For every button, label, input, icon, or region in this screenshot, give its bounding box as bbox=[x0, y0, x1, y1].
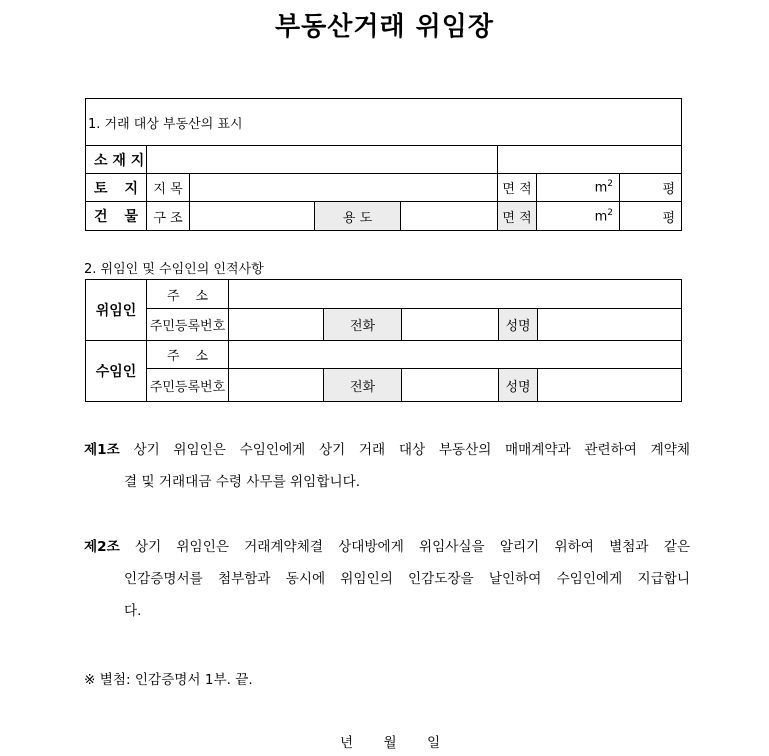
m2-unit-sup: 2 bbox=[607, 207, 613, 218]
location-field[interactable] bbox=[147, 146, 498, 174]
delegate-address-label: 주 소 bbox=[147, 341, 229, 369]
delegator-label: 위임인 bbox=[86, 280, 147, 341]
delegate-phone-label: 전화 bbox=[324, 369, 402, 402]
article-2-line-1: 상기 위임인은 거래계약체결 상대방에게 위임사실을 알리기 위하여 별첨과 같은 bbox=[134, 539, 690, 555]
article-1-line-1: 상기 위임인은 수임인에게 상기 거래 대상 부동산의 매매계약과 관련하여 계약체 bbox=[133, 442, 690, 458]
delegate-id-label: 주민등록번호 bbox=[147, 369, 229, 402]
date-line bbox=[340, 731, 466, 751]
land-label: 토 지 bbox=[86, 174, 147, 202]
article-2-line-3: 다. bbox=[124, 603, 142, 619]
delegate-phone-field[interactable] bbox=[402, 369, 499, 402]
delegate-id-field[interactable] bbox=[229, 369, 324, 402]
m2-unit: m bbox=[594, 209, 608, 225]
article-1 bbox=[84, 434, 690, 498]
article-1-line-2: 결 및 거래대금 수령 사무를 위임합니다. bbox=[124, 474, 361, 490]
m2-unit-sup: 2 bbox=[607, 179, 613, 190]
attachment-note: ※ 별첨: 인감증명서 1부. 끝. bbox=[84, 672, 253, 688]
building-area-pyeong-field[interactable]: 평 bbox=[620, 202, 682, 231]
building-use-field[interactable] bbox=[401, 202, 498, 231]
date-month: 월 bbox=[383, 735, 397, 751]
article-2-label: 제2조 bbox=[84, 539, 120, 555]
delegator-address-field[interactable] bbox=[229, 280, 682, 309]
section2-heading: 2. 위임인 및 수임인의 인적사항 bbox=[84, 262, 264, 277]
land-category-label: 지 목 bbox=[147, 174, 190, 202]
delegate-label: 수임인 bbox=[86, 341, 147, 402]
delegate-address-field[interactable] bbox=[229, 341, 682, 369]
date-year: 년 bbox=[340, 735, 354, 751]
location-extra-field[interactable] bbox=[498, 146, 682, 174]
land-area-label: 면 적 bbox=[498, 174, 537, 202]
land-area-pyeong-field[interactable]: 평 bbox=[620, 174, 682, 202]
delegator-phone-label: 전화 bbox=[324, 309, 402, 341]
building-structure-label: 구 조 bbox=[147, 202, 190, 231]
building-use-label: 용 도 bbox=[315, 202, 401, 231]
article-2 bbox=[84, 531, 690, 627]
building-label: 건 물 bbox=[86, 202, 147, 231]
delegator-id-label: 주민등록번호 bbox=[147, 309, 229, 341]
building-area-m2-field[interactable] bbox=[537, 202, 620, 231]
section1-heading: 1. 거래 대상 부동산의 표시 bbox=[86, 99, 682, 146]
m2-unit: m bbox=[594, 180, 608, 196]
delegator-name-label: 성명 bbox=[499, 309, 538, 341]
delegator-address-label: 주 소 bbox=[147, 280, 229, 309]
delegator-id-field[interactable] bbox=[229, 309, 324, 341]
article-1-label: 제1조 bbox=[84, 442, 120, 458]
document-title: 부동산거래 위임장 bbox=[275, 12, 494, 42]
land-category-field[interactable] bbox=[190, 174, 498, 202]
building-area-label: 면 적 bbox=[498, 202, 537, 231]
property-table bbox=[85, 98, 682, 231]
date-day: 일 bbox=[426, 735, 441, 751]
delegator-phone-field[interactable] bbox=[402, 309, 499, 341]
article-2-line-2: 인감증명서를 첨부함과 동시에 위임인의 인감도장을 날인하여 수임인에게 지급합니 bbox=[124, 571, 690, 587]
parties-table bbox=[85, 279, 682, 402]
building-structure-field[interactable] bbox=[190, 202, 315, 231]
delegate-name-label: 성명 bbox=[499, 369, 538, 402]
delegate-name-field[interactable] bbox=[538, 369, 682, 402]
location-label: 소 재 지 bbox=[86, 146, 147, 174]
delegator-name-field[interactable] bbox=[538, 309, 682, 341]
land-area-m2-field[interactable] bbox=[537, 174, 620, 202]
